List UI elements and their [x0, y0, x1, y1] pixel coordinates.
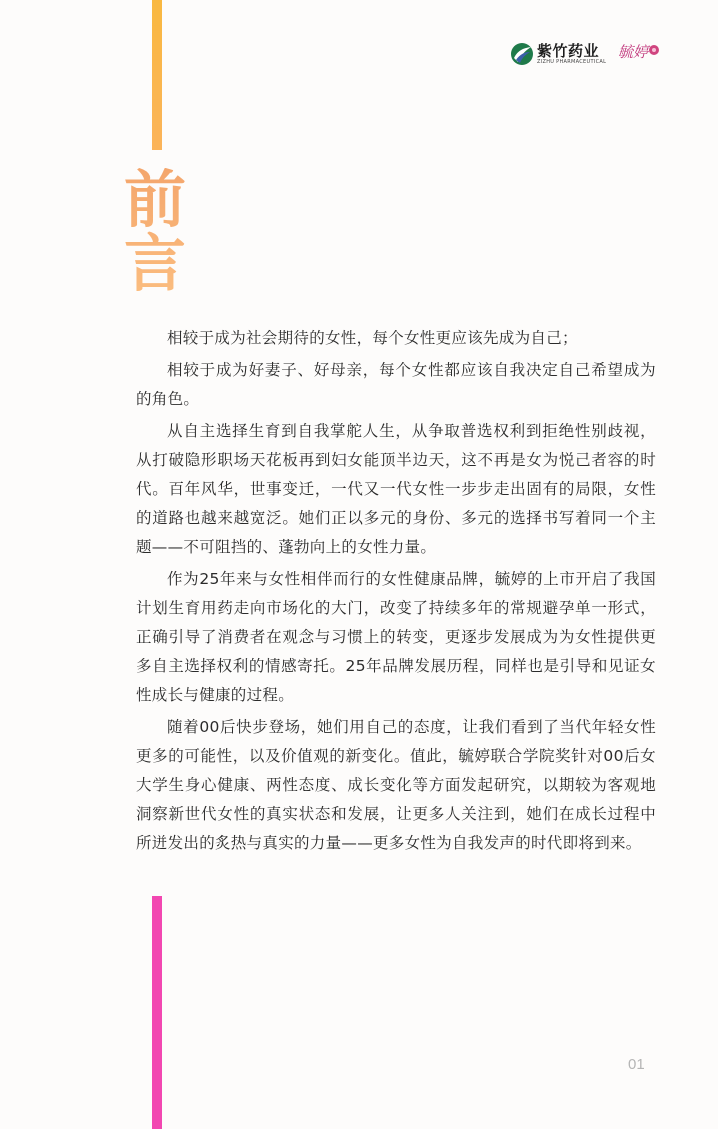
company-name-cn: 紫竹药业 [537, 42, 600, 60]
paragraph-4: 作为25年来与女性相伴而行的女性健康品牌，毓婷的上市开启了我国计划生育用药走向市场化的大门，改变了持续多年的常规避孕单一形式，正确引导了消费者在观念与习惯上的转变，更逐步发展成为为女性提供更多自主选择权利的情感寄托。25年品牌发展历程，同样也是引导和见证女性成长与健康的过程。 [136, 570, 656, 704]
paragraph-1: 相较于成为社会期待的女性，每个女性更应该先成为自己； [167, 329, 578, 347]
title-char-1: 前 [124, 163, 187, 236]
paragraph-5: 随着00后快步登场，她们用自己的态度，让我们看到了当代年轻女性更多的可能性，以及价值观的新变化。值此，毓婷联合学院奖针对00后女大学生身心健康、两性态度、成长变化等方面发起研究，以期较为客观地洞察新世代女性的真实状态和发展，让更多人关注到，她们在成长过程中所迸发出的炙热与真实的力量——更多女性为自我发声的时代即将到来。 [136, 718, 656, 852]
paragraph-2: 相较于成为好妻子、好母亲，每个女性都应该自我决定自己希望成为的角色。 [136, 361, 656, 408]
paragraph-3: 从自主选择生育到自我掌舵人生，从争取普选权利到拒绝性别歧视，从打破隐形职场天花板再到妇女能顶半边天，这不再是女为悦己者容的时代。百年风华，世事变迁，一代又一代女性一步步走出固有的局限，女性的道路也越来越宽泛。她们正以多元的身份、多元的选择书写着同一个主题——不可阻挡的、蓬勃向上的女性力量。 [136, 422, 656, 556]
page-number: 01 [628, 1056, 645, 1073]
brand-name: 毓婷 [618, 43, 649, 61]
zizhu-logo-icon [510, 42, 534, 66]
brand-flower-icon [648, 44, 660, 56]
company-name-en: ZIZHU PHARMACEUTICAL [537, 59, 607, 65]
bottom-accent-bar [152, 896, 162, 1129]
company-logo [510, 38, 670, 70]
preface-body [136, 324, 656, 861]
page-title [124, 163, 194, 300]
title-char-2: 言 [124, 227, 187, 300]
top-accent-bar [152, 0, 162, 150]
